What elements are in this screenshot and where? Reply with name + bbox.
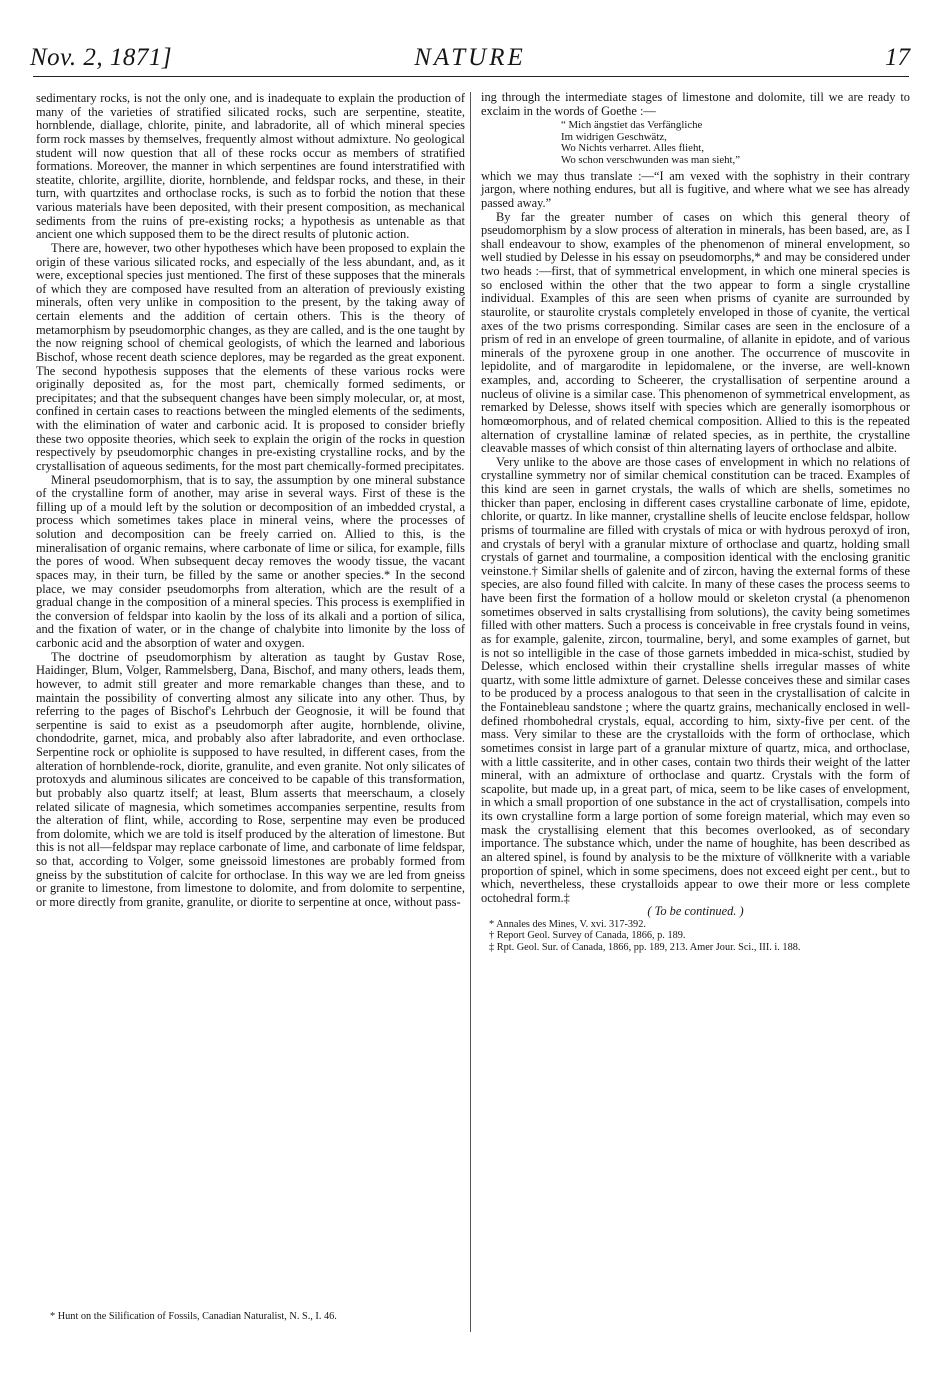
footnote: * Hunt on the Silification of Fossils, Canadian Naturalist, N. S., I. 46. [50, 1311, 337, 1322]
paragraph: The doctrine of pseudomorphism by alteration as taught by Gustav Rose, Haidinger, Blum, Volger, Rammelsberg, Dana, Bischof, and many others, leads them, however, to admit still greater and more remarkable changes than these, and to maintain the possibility of converting almost any silicate into any other. Thus, by referring to the pages of Bischof's Lehrbuch der Geognosie, it will be found that serpentine is said to exist as a pseudomorph after augite, hornblende, olivine, chondodrite, garnet, mica, and probably also after labradorite, and even orthoclase. Serpentine rock or ophiolite is supposed to have resulted, in different cases, from the alteration of hornblende-rock, diorite, granulite, and even granite. Not only silicates of protoxyds and aluminous silicates are conceived to be capable of this transformation, but probably also quartz itself; at least, Blum asserts that meerschaum, a closely related silicate of magnesia, which sometimes accompanies serpentine, results from the alteration of flint, while, according to Rose, serpentine may even be produced from dolomite, which we are told is itself produced by the alteration of limestone. But this is not all—feldspar may replace carbonate of lime, and carbonate of lime feldspar, so that, according to Volger, some gneissoid limestones are probably formed from gneiss by the substitution of calcite for orthoclase. In this way we are led from gneiss or granite to limestone, from limestone to dolomite, and from dolomite to serpentine, or more directly from granite, granulite, or diorite to serpentine at once, without pass- [36, 649, 465, 909]
paragraph: ing through the intermediate stages of limestone and dolomite, till we are ready to exclaim in the words of Goethe :— [481, 90, 910, 118]
paragraph: sedimentary rocks, is not the only one, and is inadequate to explain the production of many of the varieties of stratified silicated rocks, such are serpentine, steatite, hornblende, diallage, chlorite, pinite, and labradorite, all of which mineral species form rock masses by themselves, frequently almost without admixture. No geological student will now question that all of these rocks occur as members of stratified formations. Moreover, the manner in which serpentines are found interstratified with steatite, chlorite, argillite, diorite, hornblende, and feldspar rocks, and these, in their turn, with quartzites and orthoclase rocks, is such as to forbid the notion that these various materials have been deposited, with their present composition, as mechanical sediments from the ruins of pre-existing rocks; a hypothesis as untenable as that ancient one which supposed them to be the direct results of plutonic action. [36, 91, 465, 242]
paragraph: which we may thus translate :—“I am vexed with the sophistry in their contrary jargon, where nothing endures, but all is fugitive, and where what we see has already passed away.” [481, 168, 910, 210]
issue-date: Nov. 2, 1871] [30, 44, 173, 71]
page-number: 17 [885, 44, 910, 71]
journal-title: NATURE [414, 44, 526, 71]
paragraph: Very unlike to the above are those cases of envelopment in which no relations of crystalline symmetry nor of similar chemical constitution can be traced. Examples of this kind are seen in garnet crystals, the walls of which are shells, sometimes no thicker than paper, enclosing in different cases crystalline carbonate of lime, epidote, chlorite, or quartz. In like manner, crystalline shells of leucite enclose feldspar, hollow prisms of tourmaline are filled with crystals of mica or with hydrous peroxyd of iron, and crystals of beryl with a granular mixture of orthoclase and quartz, holding small crystals of garnet and tourmaline, a composition identical with the enclosing granitic veinstone.† Similar shells of galenite and of zircon, having the external forms of these species, are also found filled with calcite. In many of these cases the process seems to have been first the formation of a hollow mould or skeleton crystal (a phenomenon sometimes observed in salts crystallising from solutions), the cavity being sometimes filled with other matters. Such a process is conceivable in free crystals found in veins, as for example, galenite, zircon, tourmaline, beryl, and some examples of garnet, but is not so intelligible in the case of those garnets imbedded in mica-schist, studied by Delesse, which enclosed within their crystalline shells irregular masses of white quartz, with some little admixture of garnet. Delesse conceives these and similar cases to be produced by a process analogous to that seen in the crystallisation of calcite in the Fontainebleau sandstone ; where the quartz grains, mechanically enclosed in well-defined rhombohedral crystals, equal, according to him, sixty-five per cent. of the mass. Very similar to these are the crystalloids with the form of orthoclase, which sometimes consist in large part of a granular mixture of quartz, mica, and orthoclase, with a little cassiterite, and in other cases, contain two thirds their weight of the latter mineral, with an admixture of orthoclase and quartz. Crystals with the form of scapolite, but made up, in a great part, of mica, seem to be like cases of envelopment, in which a small proportion of one substance in the act of crystallisation, compels into its own crystalline form a large portion of some foreign material, which may even so mask the crystallising element that this becomes overlooked, as of secondary importance. The substance which, under the name of houghite, has been described as an altered spinel, is found by analysis to be the mixture of völlknerite with a variable proportion of spinel, which in some specimens, does not exceed eight per cent., but to which, nevertheless, these crystalloids appear to owe their more or less complete octohedral form.‡ [481, 454, 910, 905]
footnote: † Report Geol. Survey of Canada, 1866, p. 189. [489, 930, 686, 942]
poem-line: Im widrigen Geschwätz, [561, 130, 667, 143]
footnotes [489, 919, 910, 953]
footnote: ‡ Rpt. Geol. Sur. of Canada, 1866, pp. 189, 213. Amer Jour. Sci., III. i. 188. [489, 941, 801, 953]
header-rule [33, 76, 909, 77]
to-be-continued: ( To be continued. ) [647, 904, 744, 919]
column-divider [470, 92, 471, 1332]
footnote: * Annales des Mines, V. xvi. 317-392. [489, 919, 646, 930]
poem-line: Wo Nichts verharret. Alles flieht, [561, 142, 705, 155]
left-column [36, 92, 465, 910]
paragraph: By far the greater number of cases on which this general theory of pseudomorphism by a slow process of alteration in minerals, has been based, are, as I shall endeavour to show, examples of the phenomenon of mineral envelopment, so well studied by Delesse in his essay on pseudomorphs,* and may be considered under two heads :—first, that of symmetrical envelopment, in which one mineral species is so enclosed within the other that the two appear to form a single crystalline individual. Examples of this are seen when prisms of cyanite are surrounded by staurolite, or staurolite crystals completely enveloped in those of cyanite, the vertical axes of the two prisms corresponding. Similar cases are seen in the enclosure of a prism of red in an envelope of green tourmaline, of allanite in epidote, and of various minerals of the pyroxene group in one another. The occurrence of muscovite in lepidolite, and of margarodite in lepidomalene, or the inverse, are well-known examples, and, according to Scheerer, the crystallisation of serpentine around a nucleus of olivine is a similar case. This phenomenon of symmetrical envelopment, as remarked by Delesse, shows itself with species which are generally isomorphous or homœomorphous, and of related chemical composition. Allied to this is the repeated alternation of crystalline laminæ of related species, as in perthite, the crystalline cleavable masses of which consist of thin alternating layers of orthoclase and albite. [481, 209, 910, 456]
poem-line: Wo schon verschwunden was man sieht,” [561, 154, 741, 167]
page-header [30, 40, 910, 80]
paragraph: There are, however, two other hypotheses which have been proposed to explain the origin of these various silicated rocks, and especially of the less abundant, and, as it were, exceptional species just mentioned. The first of these supposes that the minerals of which they are composed have resulted from an alteration of previously existing minerals, often very unlike in composition to the present, by the taking away of certain elements and the addition of certain others. This is the theory of metamorphism by pseudomorphic changes, as they are called, and is the one taught by the now reigning school of chemical geologists, of which the learned and laborious Bischof, whose recent death science deplores, may be regarded as the great exponent. The second hypothesis supposes that the elements of these various rocks were originally deposited as, for the most part, chemically formed sediments, or precipitates; and that the subsequent changes have been simply molecular, or, at most, confined in certain cases to reactions between the mingled elements of the sediments, with the elimination of water and carbonic acid. It is proposed to consider briefly these two opposite theories, which seek to explain the origin of the rocks in question respectively by pseudomorphic changes in pre-existing crystalline rocks, and by the crystallisation of aqueous sediments, for the most part chemically-formed precipitates. [36, 240, 465, 473]
right-column [481, 91, 910, 953]
paragraph: Mineral pseudomorphism, that is to say, the assumption by one mineral substance of the crystalline form of another, may arise in several ways. First of these is the filling up of a mould left by the solution or decomposition of an imbedded crystal, a process which sometimes takes place in mineral veins, where the processes of solution and decomposition can be freely carried on. Allied to this, is the mineralisation of organic remains, where carbonate of lime or silica, for example, fills the pores of wood. When subsequent decay removes the woody tissue, the vacant spaces may, in their turn, be filled by the same or another species.* In the second place, we may consider pseudomorphs from alteration, which are the result of a gradual change in the composition of a mineral species. This process is exemplified in the conversion of feldspar into kaolin by the loss of its alkali and a portion of silica, and the fixation of water, or in the change of chalybite into limonite by the loss of carbonic acid and the absorption of water and oxygen. [36, 472, 465, 650]
poem-line: “ Mich ängstiet das Verfängliche [561, 119, 703, 132]
poem-quote [561, 120, 910, 166]
